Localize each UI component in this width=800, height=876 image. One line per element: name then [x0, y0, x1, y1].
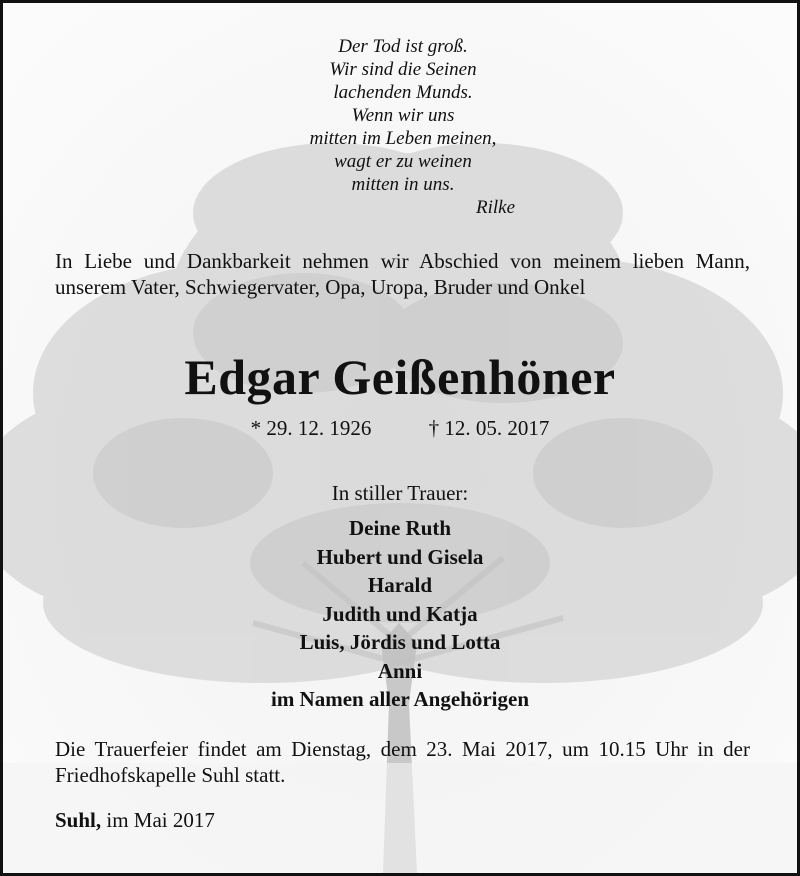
rilke-poem [203, 35, 603, 219]
mourning-label: In stiller Trauer: [331, 481, 469, 505]
poem-line: Wir sind die Seinen [329, 59, 477, 80]
mourner-name: Hubert und Gisela [316, 544, 484, 569]
mourner-name: Deine Ruth [348, 516, 452, 540]
place-city: Suhl, [55, 808, 102, 832]
place-date: im Mai 2017 [106, 808, 215, 832]
poem-line: wagt er zu weinen [334, 151, 472, 172]
mourner-name: Luis, Jördis und Lotta [299, 630, 501, 654]
poem-line: mitten in uns. [351, 174, 455, 195]
death-date: † 12. 05. 2017 [428, 416, 550, 440]
poem-line: mitten im Leben meinen, [309, 128, 497, 149]
funeral-details: Die Trauerfeier findet am Dienstag, dem 23. Mai 2017, um 10.15 Uhr in der Friedhofskapelle Suhl statt. [55, 737, 750, 787]
mourners-list [3, 514, 797, 714]
poem-line: lachenden Munds. [333, 82, 473, 103]
farewell-intro: In Liebe und Dankbarkeit nehmen wir Abschied von meinem lieben Mann, unserem Vater, Schwiegervater, Opa, Uropa, Bruder und Onkel [55, 249, 750, 299]
life-dates [3, 416, 797, 441]
mourner-name: im Namen aller Angehörigen [270, 687, 529, 711]
birth-date: * 29. 12. 1926 [250, 416, 372, 440]
poem-line: Wenn wir uns [351, 105, 455, 126]
place-and-date [55, 808, 750, 833]
poem-author: Rilke [475, 197, 515, 218]
notice-content [3, 3, 797, 873]
poem-line: Der Tod ist groß. [338, 36, 468, 57]
mourner-name: Harald [367, 573, 433, 597]
mourner-name: Anni [377, 658, 423, 683]
mourner-name: Judith und Katja [322, 601, 478, 626]
deceased-name: Edgar Geißenhöner [184, 349, 616, 405]
